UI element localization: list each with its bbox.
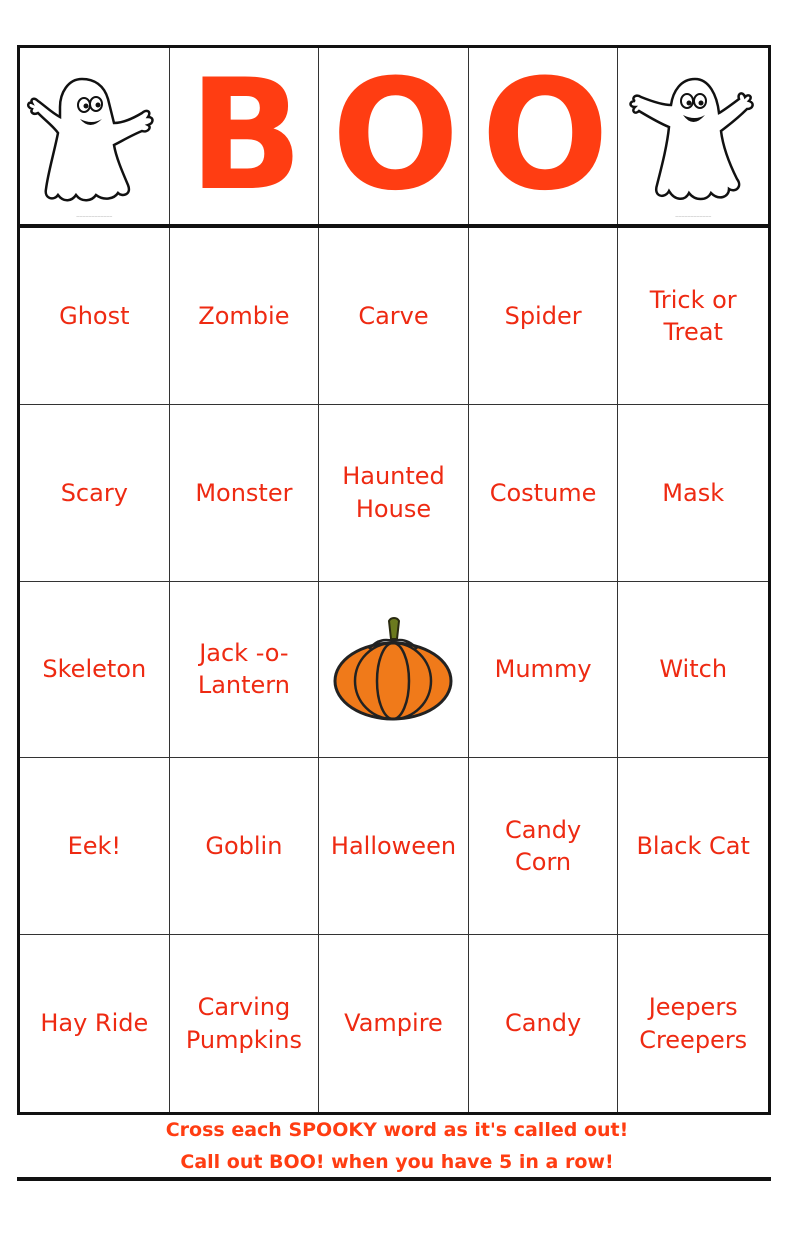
ghost-credit: ———————————— — [675, 214, 712, 218]
header-letter-b-cell — [170, 48, 320, 224]
bingo-cell[interactable]: Haunted House — [319, 405, 469, 582]
bingo-cell[interactable]: Goblin — [170, 758, 320, 935]
bingo-cell[interactable]: Ghost — [20, 228, 170, 405]
ghost-icon — [623, 61, 763, 211]
ghost-icon — [24, 61, 164, 211]
bingo-grid — [20, 228, 768, 1112]
bingo-cell[interactable]: Scary — [20, 405, 170, 582]
ghost-credit: ———————————— — [76, 214, 113, 218]
bingo-cell[interactable]: Candy — [469, 935, 619, 1112]
bingo-cell[interactable]: Halloween — [319, 758, 469, 935]
instruction-line-2: Call out BOO! when you have 5 in a row! — [180, 1151, 614, 1173]
bingo-cell[interactable]: Vampire — [319, 935, 469, 1112]
bingo-cell[interactable]: Mummy — [469, 582, 619, 759]
bingo-cell[interactable]: Spider — [469, 228, 619, 405]
header-letter-o-cell — [319, 48, 469, 224]
header-letter-o: O — [331, 48, 456, 224]
header-letter-b: B — [188, 48, 300, 224]
footer-divider — [17, 1177, 771, 1181]
card-header — [20, 48, 768, 228]
bingo-cell[interactable]: Carving Pumpkins — [170, 935, 320, 1112]
pumpkin-icon — [331, 615, 455, 723]
bingo-cell[interactable]: Carve — [319, 228, 469, 405]
header-letter-o2-cell — [469, 48, 619, 224]
bingo-cell[interactable]: Jack -o- Lantern — [170, 582, 320, 759]
bingo-card — [17, 45, 771, 1115]
bingo-cell[interactable]: Skeleton — [20, 582, 170, 759]
bingo-cell[interactable]: Black Cat — [618, 758, 768, 935]
bingo-cell[interactable]: Monster — [170, 405, 320, 582]
header-ghost-right — [618, 48, 768, 224]
bingo-cell[interactable]: Hay Ride — [20, 935, 170, 1112]
free-space-cell[interactable] — [319, 582, 469, 759]
header-ghost-left — [20, 48, 170, 224]
instruction-line-1: Cross each SPOOKY word as it's called out! — [165, 1119, 629, 1141]
bingo-cell[interactable]: Witch — [618, 582, 768, 759]
bingo-cell[interactable]: Trick or Treat — [618, 228, 768, 405]
bingo-cell[interactable]: Eek! — [20, 758, 170, 935]
bingo-cell[interactable]: Zombie — [170, 228, 320, 405]
bingo-cell[interactable]: Mask — [618, 405, 768, 582]
bingo-cell[interactable]: Candy Corn — [469, 758, 619, 935]
header-letter-o2: O — [481, 48, 605, 224]
bingo-cell[interactable]: Costume — [469, 405, 619, 582]
bingo-cell[interactable]: Jeepers Creepers — [639, 993, 748, 1054]
